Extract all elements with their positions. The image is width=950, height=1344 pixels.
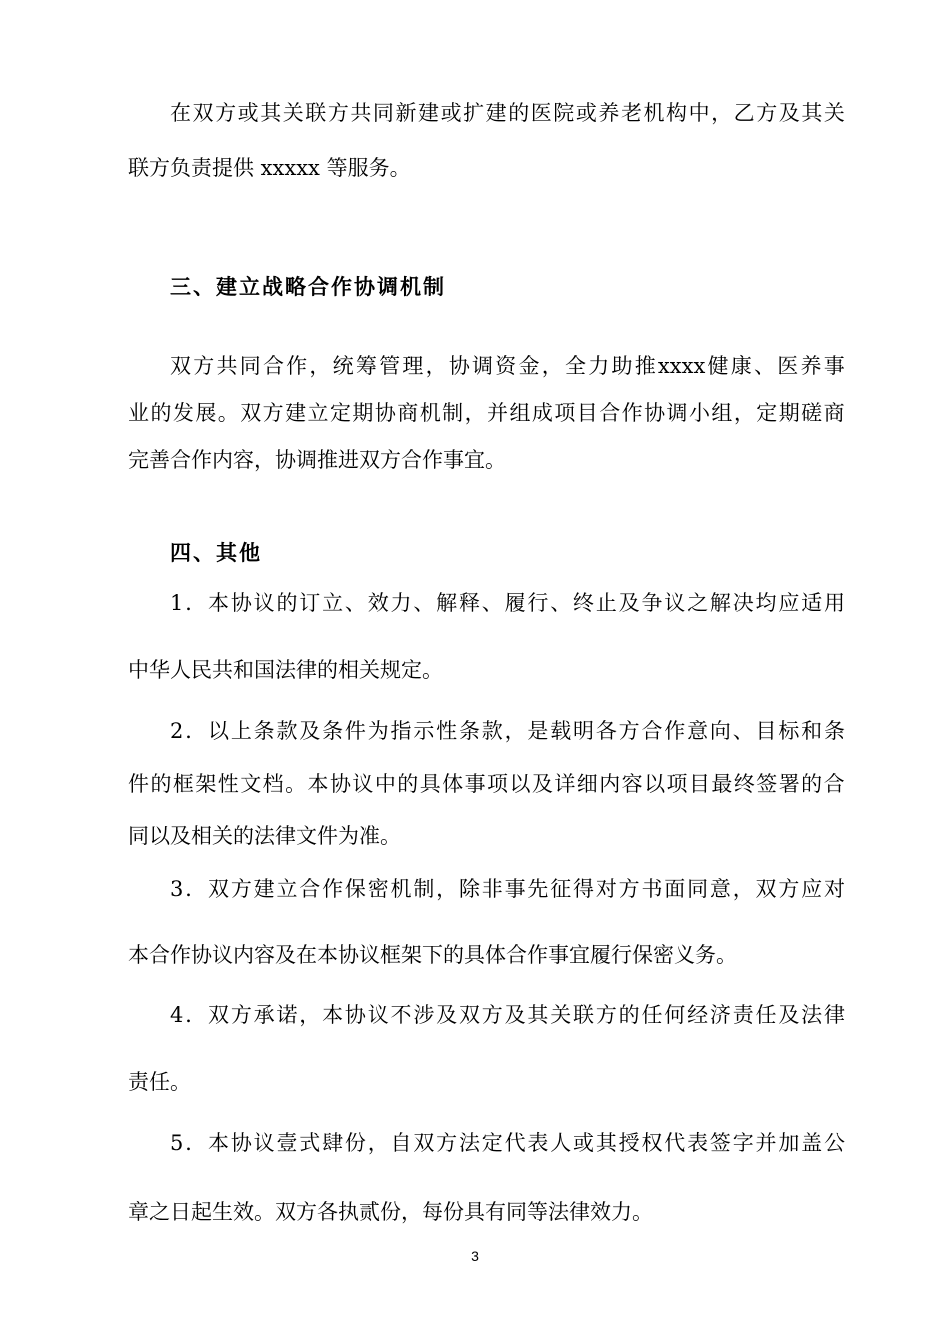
list-item-line: 责任。 xyxy=(128,1070,191,1094)
page-number: 3 xyxy=(471,1248,479,1264)
list-item-line: 中华人民共和国法律的相关规定。 xyxy=(128,658,443,682)
section-heading: 三、建立战略合作协调机制 xyxy=(170,275,446,299)
list-item-line: 4 ． 双 方 承 诺 ， 本 协 议 不 涉 及 双 方 及 其 关 联 方 的 任 何 经 济 责 任 及 法 律 xyxy=(170,1003,845,1027)
paragraph-line: 完善合作内容，协调推进双方合作事宜。 xyxy=(128,448,506,472)
paragraph-line: 联方负责提供 xxxxx 等服务。 xyxy=(128,156,411,180)
paragraph-line: 业 的 发 展 。 双 方 建 立 定 期 协 商 机 制 ， 并 组 成 项 目 合 作 协 调 小 组 ， 定 期 磋 商 xyxy=(128,401,845,425)
list-item-line: 1 ． 本 协 议 的 订 立 、 效 力 、 解 释 、 履 行 、 终 止 及 争 议 之 解 决 均 应 适 用 xyxy=(170,591,845,615)
section-heading: 四、其他 xyxy=(170,541,262,565)
paragraph-line: 在 双 方 或 其 关 联 方 共 同 新 建 或 扩 建 的 医 院 或 养 老 机 构 中 ， 乙 方 及 其 关 xyxy=(170,101,845,125)
list-item-line: 同以及相关的法律文件为准。 xyxy=(128,824,401,848)
list-item-line: 件 的 框 架 性 文 档 。 本 协 议 中 的 具 体 事 项 以 及 详 细 内 容 以 项 目 最 终 签 署 的 合 xyxy=(128,772,845,796)
paragraph-line: 双 方 共 同 合 作 ， 统 筹 管 理 ， 协 调 资 金 ， 全 力 助 推 xxxx 健 康 、 医 养 事 xyxy=(170,354,845,378)
list-item-line: 3 ． 双 方 建 立 合 作 保 密 机 制 ， 除 非 事 先 征 得 对 方 书 面 同 意 ， 双 方 应 对 xyxy=(170,877,845,901)
list-item-line: 本合作协议内容及在本协议框架下的具体合作事宜履行保密义务。 xyxy=(128,943,737,967)
list-item-line: 5 ． 本 协 议 壹 式 肆 份 ， 自 双 方 法 定 代 表 人 或 其 授 权 代 表 签 字 并 加 盖 公 xyxy=(170,1131,845,1155)
list-item-line: 2 ． 以 上 条 款 及 条 件 为 指 示 性 条 款 ， 是 载 明 各 方 合 作 意 向 、 目 标 和 条 xyxy=(170,719,845,743)
list-item-line: 章之日起生效。双方各执贰份，每份具有同等法律效力。 xyxy=(128,1200,653,1224)
